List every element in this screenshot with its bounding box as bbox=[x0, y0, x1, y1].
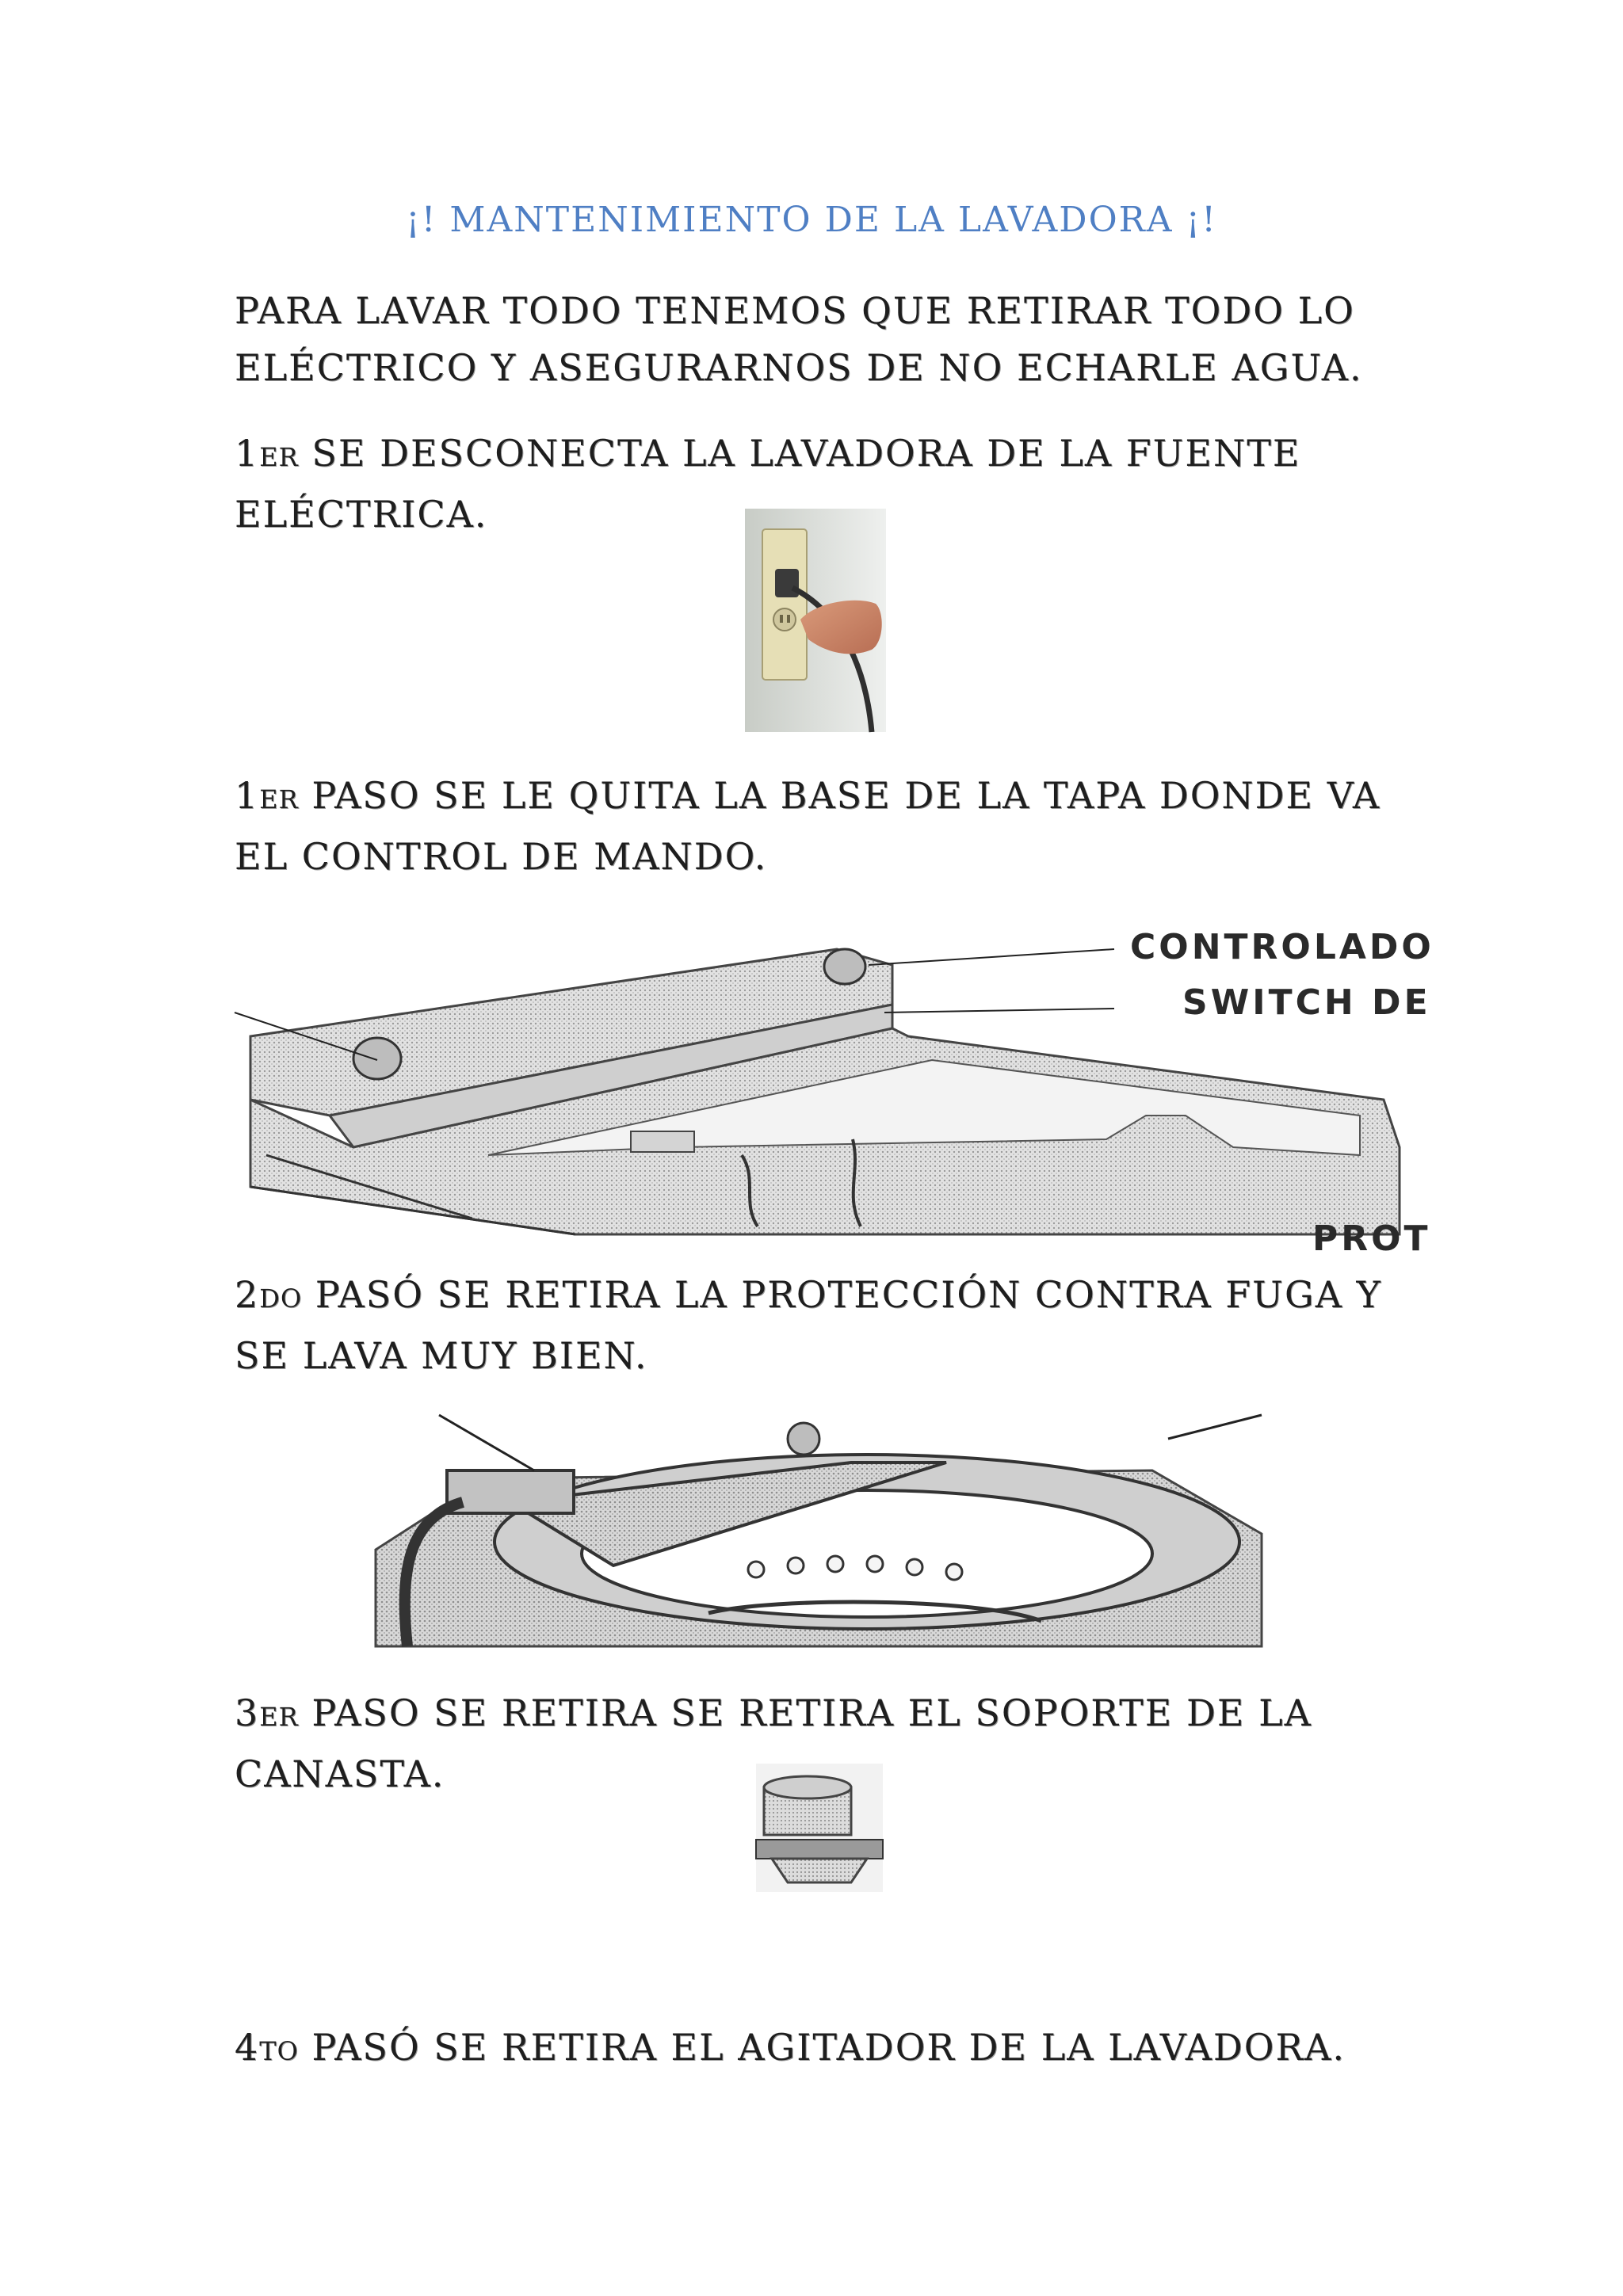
step-text: PASÓ SE RETIRA LA PROTECCIÓN CONTRA FUGA Y SE LAVA MUY BIEN. bbox=[235, 1273, 1382, 1377]
intro-paragraph: PARA LAVAR TODO TENEMOS QUE RETIRAR TODO LO ELÉCTRICO Y ASEGURARNOS DE NO ECHARLE AGUA. bbox=[235, 289, 1363, 389]
step-number: 1 bbox=[235, 432, 260, 475]
step-text: PASÓ SE RETIRA EL AGITADOR DE LA LAVADORA. bbox=[311, 2026, 1346, 2069]
step-suffix: DO bbox=[259, 1283, 303, 1314]
step-text: PASO SE RETIRA SE RETIRA EL SOPORTE DE LA CANASTA. bbox=[235, 1691, 1312, 1795]
step-suffix: ER bbox=[259, 1702, 299, 1732]
control-panel-diagram bbox=[235, 917, 1434, 1259]
plug-photo bbox=[745, 509, 886, 732]
basket-support-diagram bbox=[756, 1764, 883, 1892]
step-text: SE DESCONECTA LA LAVADORA DE LA FUENTE ELÉCTRICA. bbox=[235, 432, 1301, 536]
step-suffix: TO bbox=[259, 2036, 299, 2066]
step-number: 1 bbox=[235, 774, 260, 817]
diagram-label-controlador: CONTROLADO bbox=[1130, 927, 1434, 967]
page-title: ¡! MANTENIMIENTO DE LA LAVADORA ¡! bbox=[406, 200, 1217, 240]
diagram-label-switch: SWITCH DE bbox=[1182, 982, 1431, 1023]
step-5-line bbox=[235, 2019, 1400, 2080]
leak-guard-diagram bbox=[376, 1415, 1262, 1646]
step-number: 3 bbox=[235, 1691, 260, 1734]
step-number: 4 bbox=[235, 2026, 260, 2069]
step-suffix: ER bbox=[259, 442, 299, 472]
step-2-line bbox=[235, 767, 1400, 885]
step-number: 2 bbox=[235, 1273, 260, 1316]
step-suffix: ER bbox=[259, 784, 299, 814]
step-3-line bbox=[235, 1266, 1400, 1384]
diagram-label-prot: PROT bbox=[1312, 1219, 1431, 1259]
step-text: PASO SE LE QUITA LA BASE DE LA TAPA DONDE VA EL CONTROL DE MANDO. bbox=[235, 774, 1381, 878]
